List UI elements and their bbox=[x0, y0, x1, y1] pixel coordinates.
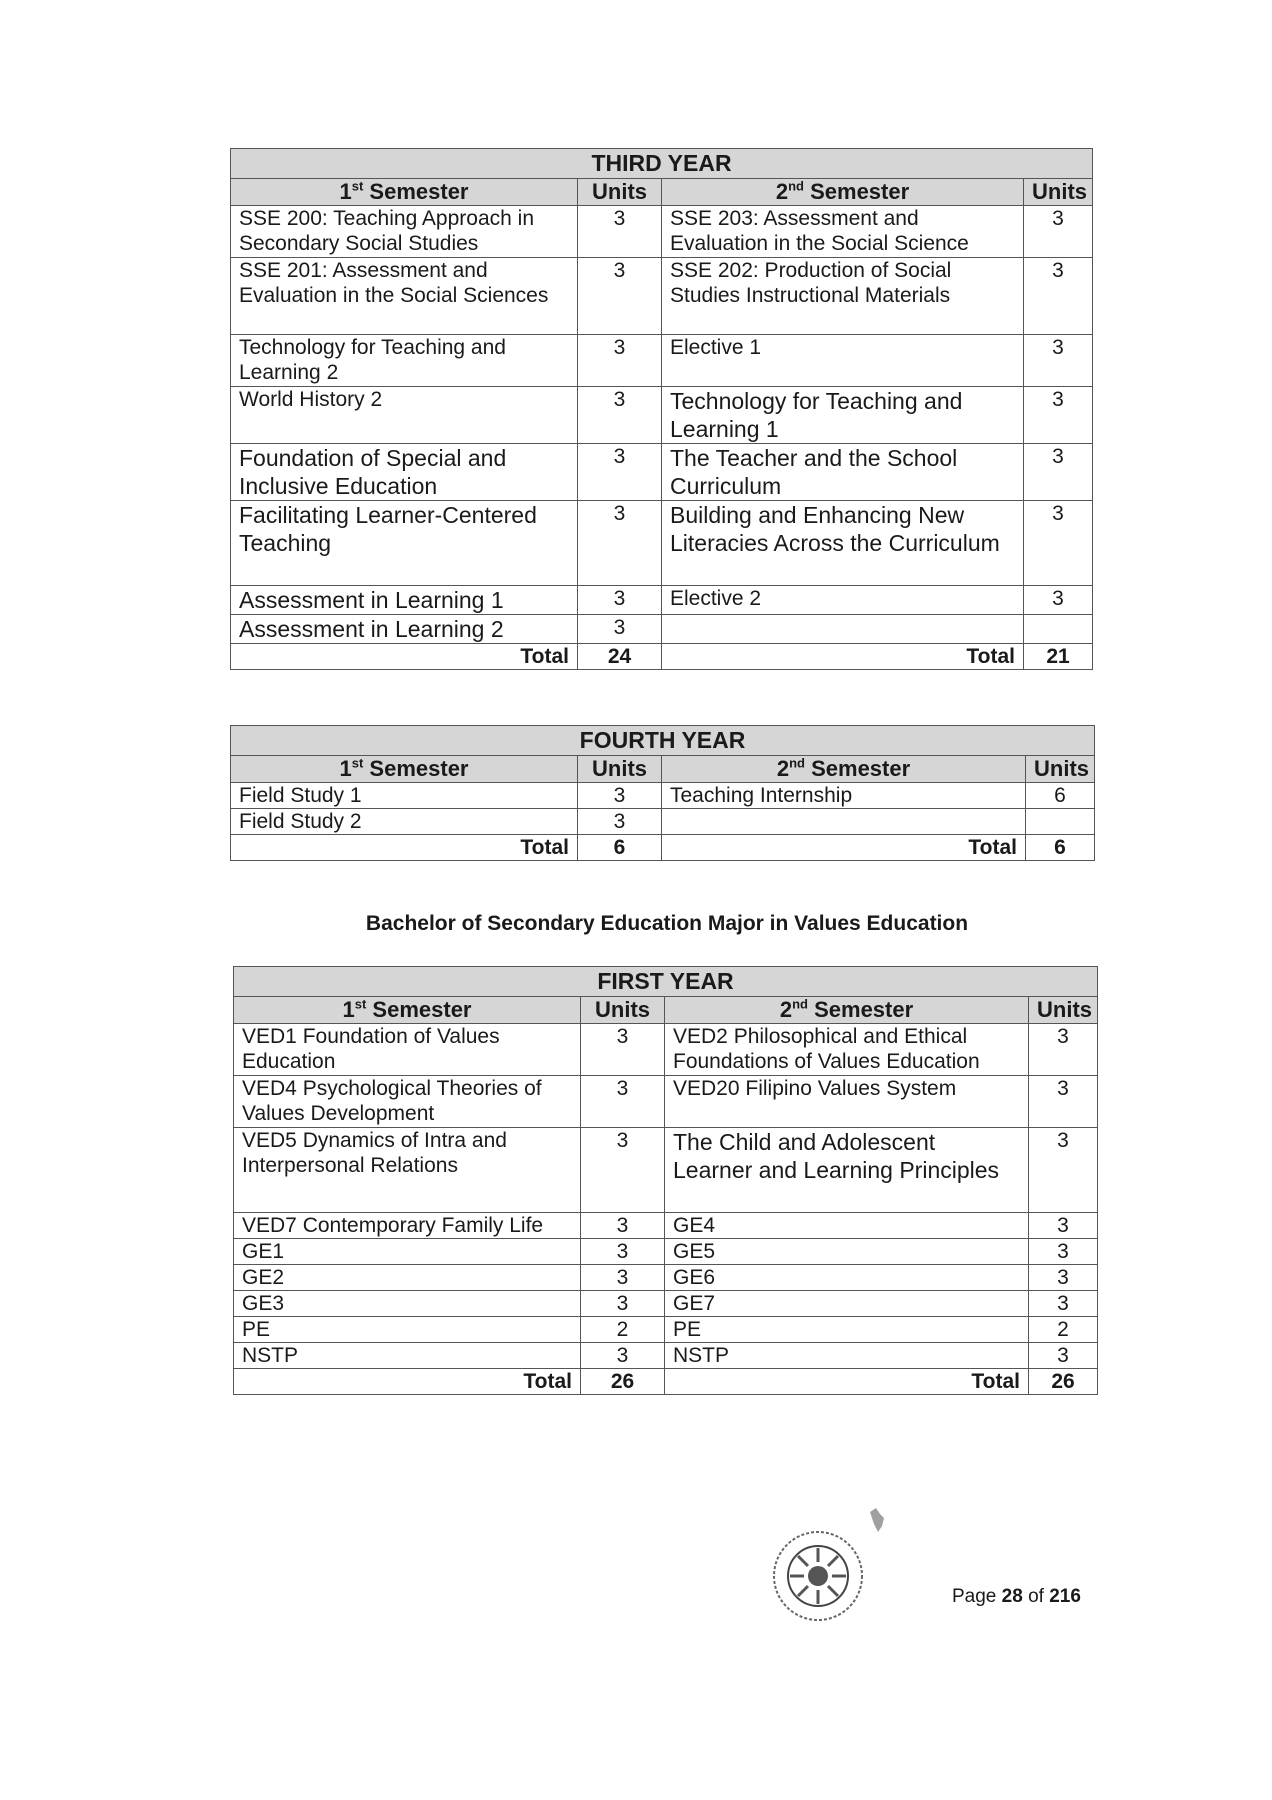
course-cell: NSTP bbox=[665, 1343, 1029, 1369]
course-cell: Teaching Internship bbox=[662, 783, 1026, 809]
course-cell: The Teacher and the School Curriculum bbox=[662, 444, 1024, 501]
units-header: Units bbox=[578, 756, 662, 783]
total-row bbox=[231, 644, 1093, 670]
course-cell: GE1 bbox=[234, 1239, 581, 1265]
course-cell: VED20 Filipino Values System bbox=[665, 1076, 1029, 1128]
commission-seal-icon bbox=[770, 1528, 866, 1624]
total-label: Total bbox=[662, 644, 1024, 670]
units-header: Units bbox=[1024, 179, 1093, 206]
units-cell: 3 bbox=[578, 615, 662, 644]
units-cell: 3 bbox=[1029, 1128, 1098, 1213]
table-row bbox=[234, 1317, 1098, 1343]
table-row bbox=[231, 501, 1093, 586]
table-row bbox=[234, 1265, 1098, 1291]
course-cell: NSTP bbox=[234, 1343, 581, 1369]
course-cell: Foundation of Special and Inclusive Education bbox=[231, 444, 578, 501]
second-semester-header: 2nd Semester bbox=[662, 179, 1024, 206]
units-header: Units bbox=[578, 179, 662, 206]
units-cell: 3 bbox=[1029, 1239, 1098, 1265]
table-row bbox=[231, 809, 1095, 835]
units-cell: 3 bbox=[1029, 1265, 1098, 1291]
units-cell bbox=[1024, 615, 1093, 644]
table-row bbox=[231, 206, 1093, 258]
course-cell: The Child and Adolescent Learner and Learning Principles bbox=[665, 1128, 1029, 1213]
units-cell: 3 bbox=[581, 1343, 665, 1369]
course-cell: Field Study 1 bbox=[231, 783, 578, 809]
total-label: Total bbox=[231, 835, 578, 861]
total-units: 6 bbox=[578, 835, 662, 861]
table-row bbox=[231, 783, 1095, 809]
units-cell: 6 bbox=[1026, 783, 1095, 809]
course-cell: Elective 2 bbox=[662, 586, 1024, 615]
course-cell: Building and Enhancing New Literacies Across the Curriculum bbox=[662, 501, 1024, 586]
course-cell: SSE 201: Assessment and Evaluation in the Social Sciences bbox=[231, 258, 578, 335]
units-cell: 3 bbox=[1024, 501, 1093, 586]
table-row bbox=[234, 1213, 1098, 1239]
table-title: FOURTH YEAR bbox=[231, 726, 1095, 756]
units-cell: 3 bbox=[581, 1128, 665, 1213]
units-cell: 3 bbox=[1029, 1076, 1098, 1128]
course-cell: VED5 Dynamics of Intra and Interpersonal Relations bbox=[234, 1128, 581, 1213]
total-units: 26 bbox=[581, 1369, 665, 1395]
course-cell: Elective 1 bbox=[662, 335, 1024, 387]
first-semester-header: 1st Semester bbox=[231, 756, 578, 783]
units-cell bbox=[1026, 809, 1095, 835]
third-year-table bbox=[230, 148, 1093, 670]
table-row bbox=[234, 1343, 1098, 1369]
table-row bbox=[231, 444, 1093, 501]
second-semester-header: 2nd Semester bbox=[662, 756, 1026, 783]
units-cell: 3 bbox=[581, 1024, 665, 1076]
first-semester-header: 1st Semester bbox=[234, 997, 581, 1024]
units-cell: 3 bbox=[578, 387, 662, 444]
course-cell: Assessment in Learning 1 bbox=[231, 586, 578, 615]
table-row bbox=[231, 335, 1093, 387]
course-cell: Facilitating Learner-Centered Teaching bbox=[231, 501, 578, 586]
course-cell: PE bbox=[665, 1317, 1029, 1343]
course-cell bbox=[662, 615, 1024, 644]
units-cell: 3 bbox=[1024, 335, 1093, 387]
table-title: THIRD YEAR bbox=[231, 149, 1093, 179]
course-cell: SSE 202: Production of Social Studies Instructional Materials bbox=[662, 258, 1024, 335]
course-cell: Technology for Teaching and Learning 2 bbox=[231, 335, 578, 387]
units-cell: 3 bbox=[581, 1239, 665, 1265]
total-label: Total bbox=[662, 835, 1026, 861]
units-cell: 3 bbox=[581, 1213, 665, 1239]
units-cell: 3 bbox=[578, 444, 662, 501]
program-heading: Bachelor of Secondary Education Major in Values Education bbox=[365, 912, 969, 935]
units-cell: 3 bbox=[1024, 387, 1093, 444]
units-cell: 3 bbox=[1029, 1291, 1098, 1317]
units-cell: 2 bbox=[581, 1317, 665, 1343]
units-cell: 3 bbox=[581, 1265, 665, 1291]
table-row bbox=[234, 1024, 1098, 1076]
course-cell: PE bbox=[234, 1317, 581, 1343]
course-cell: VED7 Contemporary Family Life bbox=[234, 1213, 581, 1239]
table-row bbox=[231, 615, 1093, 644]
total-row bbox=[234, 1369, 1098, 1395]
units-cell: 3 bbox=[578, 783, 662, 809]
course-cell: SSE 200: Teaching Approach in Secondary Social Studies bbox=[231, 206, 578, 258]
table-row bbox=[234, 1128, 1098, 1213]
units-cell: 3 bbox=[578, 335, 662, 387]
table-row bbox=[231, 387, 1093, 444]
first-year-table bbox=[233, 966, 1098, 1395]
total-label: Total bbox=[665, 1369, 1029, 1395]
course-cell: Assessment in Learning 2 bbox=[231, 615, 578, 644]
second-semester-header: 2nd Semester bbox=[665, 997, 1029, 1024]
table-row bbox=[234, 1076, 1098, 1128]
units-cell: 3 bbox=[578, 258, 662, 335]
units-cell: 3 bbox=[578, 809, 662, 835]
first-semester-header: 1st Semester bbox=[231, 179, 578, 206]
units-cell: 3 bbox=[1024, 258, 1093, 335]
units-cell: 3 bbox=[581, 1076, 665, 1128]
ink-mark-icon bbox=[866, 1506, 888, 1534]
table-row bbox=[231, 258, 1093, 335]
total-units: 6 bbox=[1026, 835, 1095, 861]
page-number: Page 28 of 216 bbox=[952, 1586, 1081, 1607]
units-cell: 3 bbox=[578, 206, 662, 258]
course-cell: SSE 203: Assessment and Evaluation in the Social Science bbox=[662, 206, 1024, 258]
course-cell: World History 2 bbox=[231, 387, 578, 444]
total-units: 21 bbox=[1024, 644, 1093, 670]
units-cell: 3 bbox=[1024, 586, 1093, 615]
course-cell: GE7 bbox=[665, 1291, 1029, 1317]
course-cell: GE3 bbox=[234, 1291, 581, 1317]
units-header: Units bbox=[581, 997, 665, 1024]
table-row bbox=[234, 1291, 1098, 1317]
course-cell: VED2 Philosophical and Ethical Foundations of Values Education bbox=[665, 1024, 1029, 1076]
units-cell: 3 bbox=[578, 586, 662, 615]
units-cell: 3 bbox=[581, 1291, 665, 1317]
course-cell: VED1 Foundation of Values Education bbox=[234, 1024, 581, 1076]
table-row bbox=[234, 1239, 1098, 1265]
course-cell: Field Study 2 bbox=[231, 809, 578, 835]
course-cell: GE5 bbox=[665, 1239, 1029, 1265]
units-cell: 3 bbox=[1024, 206, 1093, 258]
total-units: 24 bbox=[578, 644, 662, 670]
units-header: Units bbox=[1026, 756, 1095, 783]
total-row bbox=[231, 835, 1095, 861]
course-cell: GE6 bbox=[665, 1265, 1029, 1291]
total-units: 26 bbox=[1029, 1369, 1098, 1395]
units-header: Units bbox=[1029, 997, 1098, 1024]
course-cell: Technology for Teaching and Learning 1 bbox=[662, 387, 1024, 444]
units-cell: 3 bbox=[1029, 1024, 1098, 1076]
table-title: FIRST YEAR bbox=[234, 967, 1098, 997]
fourth-year-table bbox=[230, 725, 1095, 861]
course-cell: GE2 bbox=[234, 1265, 581, 1291]
units-cell: 3 bbox=[1029, 1343, 1098, 1369]
units-cell: 3 bbox=[1029, 1213, 1098, 1239]
units-cell: 3 bbox=[1024, 444, 1093, 501]
table-row bbox=[231, 586, 1093, 615]
course-cell: GE4 bbox=[665, 1213, 1029, 1239]
units-cell: 2 bbox=[1029, 1317, 1098, 1343]
total-label: Total bbox=[234, 1369, 581, 1395]
total-label: Total bbox=[231, 644, 578, 670]
course-cell bbox=[662, 809, 1026, 835]
units-cell: 3 bbox=[578, 501, 662, 586]
course-cell: VED4 Psychological Theories of Values Development bbox=[234, 1076, 581, 1128]
